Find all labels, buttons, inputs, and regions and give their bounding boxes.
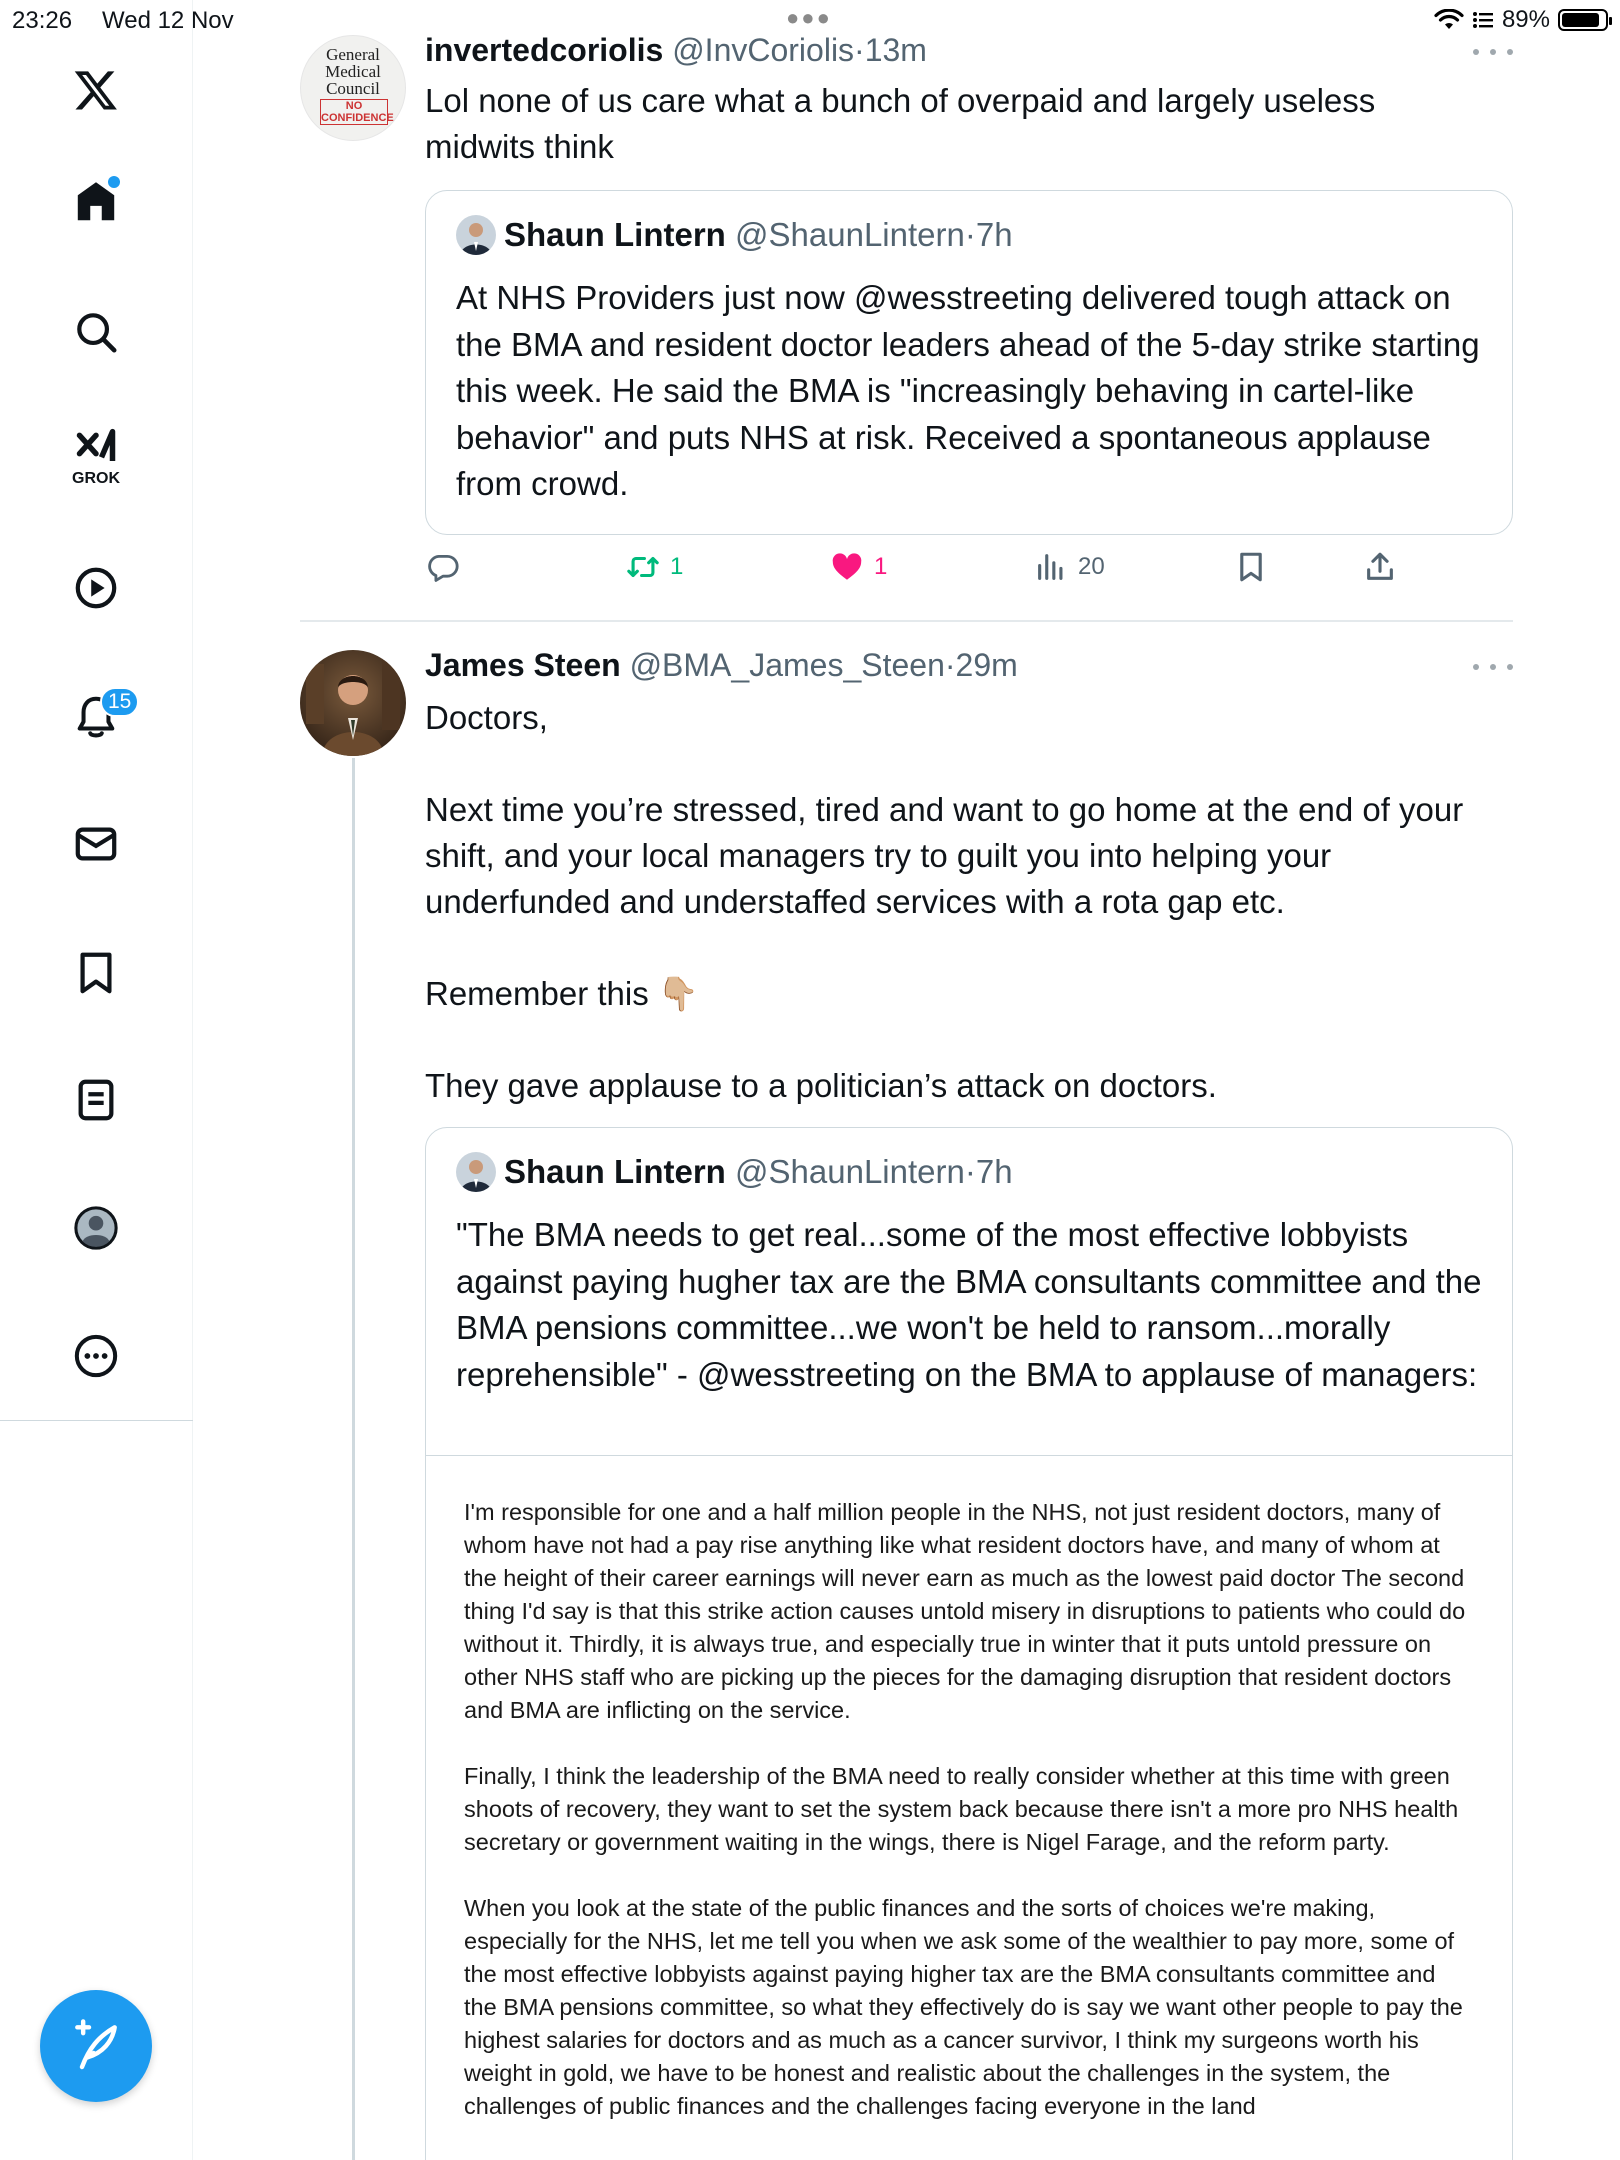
author-handle[interactable]: @InvCoriolis xyxy=(672,32,855,68)
status-date: Wed 12 Nov xyxy=(102,7,234,34)
no-confidence-stamp: NO CONFIDENCE xyxy=(321,100,394,124)
quote-time: 7h xyxy=(975,216,1013,253)
document-text xyxy=(464,1496,1474,2156)
more-options-icon[interactable] xyxy=(1473,657,1513,677)
thread-line xyxy=(352,758,355,2160)
tweet-separator xyxy=(300,620,1513,622)
bookmark-icon xyxy=(73,950,119,996)
author-handle[interactable]: @BMA_James_Steen xyxy=(629,647,945,683)
quoted-tweet[interactable] xyxy=(425,190,1513,535)
tweet-paragraph: Remember this 👇🏼 xyxy=(425,975,699,1012)
quote-author-name: Shaun Lintern xyxy=(504,1153,726,1190)
nav-bookmarks[interactable] xyxy=(56,933,136,1013)
search-icon xyxy=(73,309,119,355)
bookmark-icon xyxy=(1234,550,1268,584)
battery-icon xyxy=(1558,9,1608,31)
repost-button[interactable] xyxy=(626,550,683,584)
x-logo-icon[interactable] xyxy=(56,50,136,130)
sidebar-divider xyxy=(0,1420,193,1421)
quote-header: Shaun Lintern @ShaunLintern · 7h xyxy=(456,215,1013,255)
video-icon xyxy=(73,565,119,611)
document-paragraph: When you look at the state of the public finances and the sorts of choices we're making, especially for the NHS, let me tell you when we ask some of the wealthier to pay more, some of the most effective lobbyists against paying higher tax are the BMA consultants committee and the BMA pensions committee, so what they effectively do is say we want other people to pay the highest salaries for doctors and as much as a cancer survivor, I think my surgeons worth his weight in gold, we have to be honest and realistic about the challenges in the system, the challenges of public finances and the challenges facing everyone in the land xyxy=(464,1895,1463,2119)
nav-grok[interactable] xyxy=(56,418,136,498)
author-name[interactable]: invertedcoriolis xyxy=(425,32,664,68)
status-right xyxy=(1434,6,1608,34)
more-options-icon[interactable] xyxy=(1473,42,1513,62)
quote-avatar xyxy=(456,1152,496,1192)
tweet-text xyxy=(425,695,1510,1109)
document-paragraph: I'm responsible for one and a half million people in the NHS, not just resident doctors, many of whom have not had a pay rise anything like what resident doctors have, and many of whom at the height of their career earnings will never earn as much as the lowest paid doctor The second thing I'd say is that this strike action causes untold misery in disruptions to patients who could do without it. Thirdly, it is always true, and especially true in winter that it puts untold pressure on other NHS staff who are picking up the pieces for the damaging disruption that resident doctors and BMA are inflicting on the service. xyxy=(464,1499,1466,1723)
nav-messages[interactable] xyxy=(56,804,136,884)
tweet-time[interactable]: 13m xyxy=(864,32,927,68)
nav-search[interactable] xyxy=(56,292,136,372)
quoted-document-image[interactable] xyxy=(426,1455,1512,2160)
compose-button[interactable] xyxy=(40,1990,152,2102)
author-name[interactable]: James Steen xyxy=(425,647,621,683)
tweet-text: Lol none of us care what a bunch of overpaid and largely useless midwits think xyxy=(425,82,1376,165)
reply-icon xyxy=(426,550,460,584)
avatar-james-steen[interactable] xyxy=(300,650,406,756)
like-count: 1 xyxy=(874,553,888,580)
tweet-header: invertedcoriolis @InvCoriolis·13m xyxy=(425,32,927,68)
list-status-icon xyxy=(1472,10,1494,30)
compose-icon xyxy=(68,2018,124,2074)
share-button[interactable] xyxy=(1363,550,1397,584)
mail-icon xyxy=(73,821,119,867)
bookmark-button[interactable] xyxy=(1234,550,1268,584)
tweet-paragraph: They gave applause to a politician’s attack on doctors. xyxy=(425,1067,1217,1104)
tweet-actions xyxy=(426,550,1426,596)
views-icon xyxy=(1034,550,1068,584)
multitasking-dots-icon[interactable]: ●●● xyxy=(786,5,832,30)
quote-header: Shaun Lintern @ShaunLintern · 7h xyxy=(456,1152,1013,1192)
nav-lists[interactable] xyxy=(56,1060,136,1140)
notifications-badge: 15 xyxy=(100,687,139,717)
nav-notifications[interactable] xyxy=(56,677,136,757)
quote-author-handle: @ShaunLintern xyxy=(735,216,965,253)
quote-text: At NHS Providers just now @wesstreeting delivered tough attack on the BMA and resident doctor leaders ahead of the 5-day strike starting this week. He said the BMA is "increasingly behaving in cartel-like behavior" and puts NHS at risk. Received a spontaneous applause from crowd. xyxy=(456,279,1480,502)
home-unread-dot xyxy=(108,176,120,188)
views-button[interactable] xyxy=(1034,550,1105,584)
nav-home[interactable] xyxy=(56,162,136,242)
nav-more[interactable] xyxy=(56,1316,136,1396)
views-count: 20 xyxy=(1078,553,1105,580)
document-paragraph: Finally, I think the leadership of the BMA need to really consider whether at this time with green shoots of recovery, they want to set the system back because there isn't a more pro NHS health secretary or government waiting in the wings, there is Nigel Farage, and the reform party. xyxy=(464,1763,1459,1855)
more-icon xyxy=(73,1333,119,1379)
nav-profile[interactable] xyxy=(56,1188,136,1268)
grok-label: GROK xyxy=(72,470,120,487)
wifi-icon xyxy=(1434,9,1464,31)
share-icon xyxy=(1363,550,1397,584)
quote-text: "The BMA needs to get real...some of the most effective lobbyists against paying hugher tax are the BMA consultants committee and the BMA pensions committee...we won't be held to ransom...morally reprehensible" - @wesstreeting on the BMA to applause of managers: xyxy=(456,1216,1482,1393)
quote-author-handle: @ShaunLintern xyxy=(735,1153,965,1190)
quoted-tweet[interactable] xyxy=(425,1127,1513,2160)
sidebar xyxy=(0,0,193,2160)
quote-author-name: Shaun Lintern xyxy=(504,216,726,253)
heart-icon xyxy=(830,550,864,584)
like-button[interactable] xyxy=(830,550,887,584)
gmc-logo: General Medical Council xyxy=(325,45,381,98)
reply-button[interactable] xyxy=(426,550,460,584)
status-time: 23:26 xyxy=(12,7,73,34)
battery-level xyxy=(1562,13,1599,27)
quote-avatar xyxy=(456,215,496,255)
tweet-paragraph: Doctors, xyxy=(425,699,548,736)
tweet-time[interactable]: 29m xyxy=(955,647,1018,683)
lists-icon xyxy=(73,1077,119,1123)
grok-icon xyxy=(74,428,118,472)
quote-time: 7h xyxy=(975,1153,1013,1190)
tweet-header: James Steen @BMA_James_Steen·29m xyxy=(425,647,1018,683)
avatar-invertedcoriolis[interactable] xyxy=(300,35,406,141)
tweet-paragraph: Next time you’re stressed, tired and want to go home at the end of your shift, and your local managers try to guilt you into helping your underfunded and understaffed services with a rota gap etc. xyxy=(425,791,1464,920)
repost-icon xyxy=(626,550,660,584)
repost-count: 1 xyxy=(670,553,684,580)
profile-icon xyxy=(73,1205,119,1251)
nav-videos[interactable] xyxy=(56,548,136,628)
battery-percent: 89% xyxy=(1501,6,1550,33)
